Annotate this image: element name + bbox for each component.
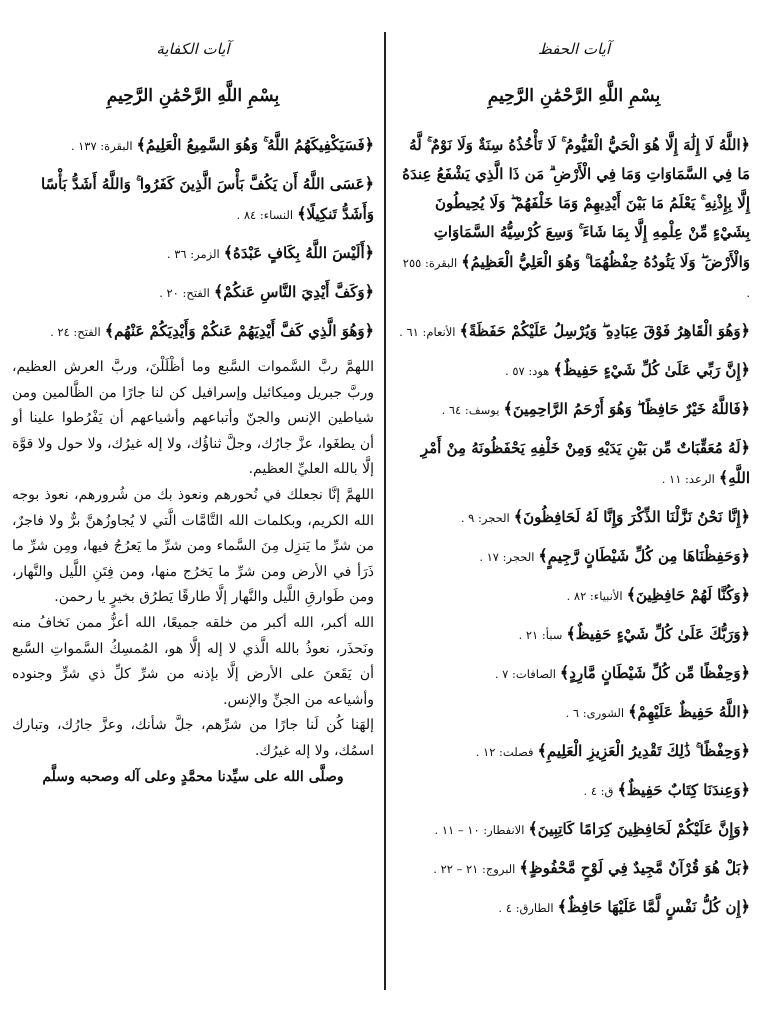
verse-text: إِن كُلُّ نَفْسٍ لَّمَّا عَلَيْهَا حَافِظٌ [566, 898, 741, 916]
verse-ref: الحجر: ١٧ . [479, 550, 535, 564]
verse: ﴿فَاللَّهُ خَيْرٌ حَافِظًا ۖ وَهُوَ أَرْحَمُ الرَّاحِمِينَ﴾يوسف: ٦٤ . [441, 399, 750, 418]
verse-text: اللَّهُ لَا إِلَٰهَ إِلَّا هُوَ الْحَيُّ الْقَيُّومُ ۚ لَا تَأْخُذُهُ سِنَةٌ وَلَا نَوْمٌ ۚ لَّهُ مَا فِي السَّمَاوَاتِ وَمَا فِي الْأَرْضِ ۗ مَن ذَا الَّذِي يَشْفَعُ عِندَهُ إِلَّا بِإِذْنِهِ ۚ يَعْلَمُ مَا بَيْنَ أَيْدِيهِمْ وَمَا خَلْفَهُمْ ۖ وَلَا يُحِيطُونَ بِشَيْءٍ مِّنْ عِلْمِهِ إِلَّا بِمَا شَاءَ ۚ وَسِعَ كُرْسِيُّهُ السَّمَاوَاتِ وَالْأَرْضَ ۖ وَلَا يَئُودُهُ حِفْظُهُمَا ۚ وَهُوَ الْعَلِيُّ الْعَظِيمُ [402, 136, 750, 271]
verse-text: وَإِنَّ عَلَيْكُمْ لَحَافِظِينَ كِرَامًا كَاتِبِينَ [537, 820, 741, 838]
kifaya-title: آيات الكفاية [156, 40, 230, 58]
column-divider [384, 32, 386, 990]
verse-ref: الصافات: ٧ . [494, 667, 556, 681]
verse-text: وَهُوَ الْقَاهِرُ فَوْقَ عِبَادِهِ ۖ وَيُرْسِلُ عَلَيْكُمْ حَفَظَةً [468, 322, 741, 340]
verse: ﴿لَهُ مُعَقِّبَاتٌ مِّن بَيْنِ يَدَيْهِ وَمِنْ خَلْفِهِ يَحْفَظُونَهُ مِنْ أَمْرِ اللَّهِ﴾الرعد: ١١ . [420, 438, 750, 487]
verse: ﴿وَحِفْظًا ۚ ذَٰلِكَ تَقْدِيرُ الْعَزِيزِ الْعَلِيمِ﴾فصلت: ١٢ . [475, 741, 750, 760]
verse: ﴿عَسَى اللَّهُ أَن يَكُفَّ بَأْسَ الَّذِينَ كَفَرُوا ۚ وَاللَّهُ أَشَدُّ بَأْسًا وَأَشَدُّ تَنكِيلًا﴾النساء: ٨٤ . [40, 174, 374, 223]
verse-ref: النساء: ٨٤ . [236, 208, 294, 222]
verse: ﴿إِنَّا نَحْنُ نَزَّلْنَا الذِّكْرَ وَإِنَّا لَهُ لَحَافِظُونَ﴾الحجر: ٩ . [460, 507, 750, 526]
verse-text: وَحِفْظًا مِّن كُلِّ شَيْطَانٍ مَّارِدٍ [569, 664, 741, 682]
verse-ref: البقرة: ١٣٧ . [70, 139, 133, 153]
verse-text: وَرَبُّكَ عَلَىٰ كُلِّ شَيْءٍ حَفِيظٌ [575, 625, 741, 643]
verse-text: بَلْ هُوَ قُرْآنٌ مَّجِيدٌ فِي لَوْحٍ مَّحْفُوظٍ [528, 859, 741, 877]
verse-text: فَسَيَكْفِيكَهُمُ اللَّهُ ۚ وَهُوَ السَّمِيعُ الْعَلِيمُ [145, 136, 365, 154]
dua-paragraph: اللهمَّ ربَّ السَّموات السَّبع وما أظْلَلْنَ، وربَّ العرش العظيم، وربَّ جبريل وميكائيل وإسرافيل كن لنا جارًا من الظَّالمين ومن شياطين الإنس والجنّ وأتباعهم وأشياعهم أن يَفْرُطوا علينا أو أن يطغَوا، عزَّ جارُك، وجلَّ ثناؤُك، ولا إله غيرُك، ولا حول ولا قوَّة إلَّا بالله العليِّ العظيم. [12, 359, 374, 478]
verse: ﴿وَكَفَّ أَيْدِيَ النَّاسِ عَنكُمْ﴾الفتح: ٢٠ . [159, 282, 374, 301]
verse-ref: الزمر: ٣٦ . [166, 247, 220, 261]
verse-text: وَكَفَّ أَيْدِيَ النَّاسِ عَنكُمْ [223, 283, 365, 301]
verse-ref: الطارق: ٤ . [498, 901, 554, 915]
hifz-title: آيات الحفظ [537, 40, 611, 58]
verse: ﴿وَكُنَّا لَهُمْ حَافِظِينَ﴾الأنبياء: ٨٢ . [566, 585, 750, 604]
verse: ﴿وَهُوَ الْقَاهِرُ فَوْقَ عِبَادِهِ ۖ وَيُرْسِلُ عَلَيْكُمْ حَفَظَةً﴾الأنعام: ٦١ . [399, 321, 750, 340]
verse: ﴿إِن كُلُّ نَفْسٍ لَّمَّا عَلَيْهَا حَافِظٌ﴾الطارق: ٤ . [498, 897, 750, 916]
verse-text: عَسَى اللَّهُ أَن يَكُفَّ بَأْسَ الَّذِينَ كَفَرُوا ۚ وَاللَّهُ أَشَدُّ بَأْسًا وَأَشَدُّ تَنكِيلًا [40, 175, 374, 223]
verse: ﴿وَحِفْظًا مِّن كُلِّ شَيْطَانٍ مَّارِدٍ﴾الصافات: ٧ . [494, 663, 750, 682]
verse-ref: الرعد: ١١ . [661, 472, 715, 486]
verse: ﴿إِنَّ رَبِّي عَلَىٰ كُلِّ شَيْءٍ حَفِيظٌ﴾هود: ٥٧ . [505, 360, 750, 379]
hifz-basmala: بِسْمِ اللَّهِ الرَّحْمَٰنِ الرَّحِيمِ [487, 86, 661, 106]
verse-text: لَهُ مُعَقِّبَاتٌ مِّن بَيْنِ يَدَيْهِ وَمِنْ خَلْفِهِ يَحْفَظُونَهُ مِنْ أَمْرِ اللَّهِ [420, 439, 750, 487]
kifaya-basmala: بِسْمِ اللَّهِ الرَّحْمَٰنِ الرَّحِيمِ [106, 86, 280, 106]
kifaya-column [12, 40, 374, 785]
verse: ﴿وَهُوَ الَّذِي كَفَّ أَيْدِيَهُمْ عَنكُمْ وَأَيْدِيَكُمْ عَنْهُم﴾الفتح: ٢٤ . [50, 321, 374, 340]
verse-ref: الفتح: ٢٠ . [159, 286, 210, 300]
verse-ref: فصلت: ١٢ . [475, 745, 534, 759]
verse-ref: الانفطار: ١٠ – ١١ . [434, 823, 525, 837]
verse-text: إِنَّا نَحْنُ نَزَّلْنَا الذِّكْرَ وَإِنَّا لَهُ لَحَافِظُونَ [523, 508, 741, 526]
verse: ﴿اللَّهُ لَا إِلَٰهَ إِلَّا هُوَ الْحَيُّ الْقَيُّومُ ۚ لَا تَأْخُذُهُ سِنَةٌ وَلَا نَوْمٌ ۚ لَّهُ مَا فِي السَّمَاوَاتِ وَمَا فِي الْأَرْضِ ۗ مَن ذَا الَّذِي يَشْفَعُ عِندَهُ إِلَّا بِإِذْنِهِ ۚ يَعْلَمُ مَا بَيْنَ أَيْدِيهِمْ وَمَا خَلْفَهُمْ ۖ وَلَا يُحِيطُونَ بِشَيْءٍ مِّنْ عِلْمِهِ إِلَّا بِمَا شَاءَ ۚ وَسِعَ كُرْسِيُّهُ السَّمَاوَاتِ وَالْأَرْضَ ۖ وَلَا يَئُودُهُ حِفْظُهُمَا ۚ وَهُوَ الْعَلِيُّ الْعَظِيمُ﴾البقرة: ٢٥٥ . [402, 135, 750, 300]
verse: ﴿بَلْ هُوَ قُرْآنٌ مَّجِيدٌ فِي لَوْحٍ مَّحْفُوظٍ﴾البروج: ٢١ – ٢٢ . [433, 858, 750, 877]
verse-text: فَاللَّهُ خَيْرٌ حَافِظًا ۖ وَهُوَ أَرْحَمُ الرَّاحِمِينَ [512, 400, 741, 418]
verse-text: اللَّهُ حَفِيظٌ عَلَيْهِمْ [637, 703, 741, 721]
verse-ref: الفتح: ٢٤ . [50, 325, 101, 339]
verse-text: وَحَفِظْنَاهَا مِن كُلِّ شَيْطَانٍ رَّجِيمٍ [547, 547, 741, 565]
verse-ref: هود: ٥٧ . [505, 364, 550, 378]
verse-text: وَحِفْظًا ۚ ذَٰلِكَ تَقْدِيرُ الْعَزِيزِ الْعَلِيمِ [546, 742, 741, 760]
dua-paragraph: اللهمَّ إنَّا نجعلك في نُحورهم ونعوذ بك من شُرورهم، نعوذ بوجه الله الكريم، وبكلمات الله التَّامَّات الَّتي لا يُجاوزُهنَّ برٌّ ولا فاجرٌ، من شرِّ ما يَنزِل مِنَ السَّماء ومن شرِّ ما يَعرُجُ فيها، ومِن شرِّ ما ذَرَأ في الأرض ومن شرِّ ما يَخرُج منها، ومن فِتَنِ اللَّيل والنَّهار، ومن طَوارقِ اللَّيل والنَّهار إلَّا طارقًا يَطرُق بخيرٍ يا رحمن. [12, 486, 374, 606]
verse: ﴿وَرَبُّكَ عَلَىٰ كُلِّ شَيْءٍ حَفِيظٌ﴾سبأ: ٢١ . [518, 624, 750, 643]
dua-paragraph: إلهَنا كُن لَنا جارًا من شرِّهم، جلَّ شأنك، وعزَّ جارُك، وتبارك اسمُك، ولا إله غيرُك. [12, 717, 374, 759]
verse-text: وَهُوَ الَّذِي كَفَّ أَيْدِيَهُمْ عَنكُمْ وَأَيْدِيَكُمْ عَنْهُم [114, 322, 365, 340]
salawat-line: وصلَّى الله على سيِّدنا محمَّدٍ وعلى آله وصحبه وسلَّم [42, 768, 344, 785]
verse: ﴿أَلَيْسَ اللَّهُ بِكَافٍ عَبْدَهُ﴾الزمر: ٣٦ . [166, 243, 374, 262]
verse-ref: الأنبياء: ٨٢ . [566, 589, 623, 603]
verse-text: إِنَّ رَبِّي عَلَىٰ كُلِّ شَيْءٍ حَفِيظٌ [562, 361, 741, 379]
verse-ref: يوسف: ٦٤ . [441, 403, 500, 417]
verse-text: وَعِندَنَا كِتَابٌ حَفِيظٌ [626, 781, 741, 799]
verse-text: وَكُنَّا لَهُمْ حَافِظِينَ [635, 586, 741, 604]
verse: ﴿فَسَيَكْفِيكَهُمُ اللَّهُ ۚ وَهُوَ السَّمِيعُ الْعَلِيمُ﴾البقرة: ١٣٧ . [70, 135, 374, 154]
verse-ref: الشورى: ٦ . [565, 706, 625, 720]
verse: ﴿وَإِنَّ عَلَيْكُمْ لَحَافِظِينَ كِرَامًا كَاتِبِينَ﴾الانفطار: ١٠ – ١١ . [434, 819, 750, 838]
verse-ref: الأنعام: ٦١ . [399, 325, 456, 339]
verse-ref: سبأ: ٢١ . [518, 628, 563, 642]
verse: ﴿اللَّهُ حَفِيظٌ عَلَيْهِمْ﴾الشورى: ٦ . [565, 702, 750, 721]
verse: ﴿وَحَفِظْنَاهَا مِن كُلِّ شَيْطَانٍ رَّجِيمٍ﴾الحجر: ١٧ . [479, 546, 750, 565]
verse-ref: الحجر: ٩ . [460, 511, 510, 525]
hifz-column [398, 40, 750, 931]
verse-ref: البقرة: ٢٥٥ . [402, 256, 750, 300]
dua-paragraph: الله أكبر، الله أكبر من خلقه جميعًا، الله أعزُّ ممن نَخافُ منه ونَحذَر، نعوذُ بالله الَّذي لا إله إلَّا هو، المُمسِكُ السَّمواتِ السَّبع أن يَقَعنَ على الأرض إلَّا بإذنه من شرِّ كلِّ ذي شرٍّ وجنوده وأشياعه من الجنِّ والإنس. [12, 614, 374, 708]
verse-ref: ق: ٤ . [583, 784, 614, 798]
verse-ref: البروج: ٢١ – ٢٢ . [433, 862, 516, 876]
verse: ﴿وَعِندَنَا كِتَابٌ حَفِيظٌ﴾ق: ٤ . [583, 780, 750, 799]
verse-text: أَلَيْسَ اللَّهُ بِكَافٍ عَبْدَهُ [233, 244, 365, 262]
